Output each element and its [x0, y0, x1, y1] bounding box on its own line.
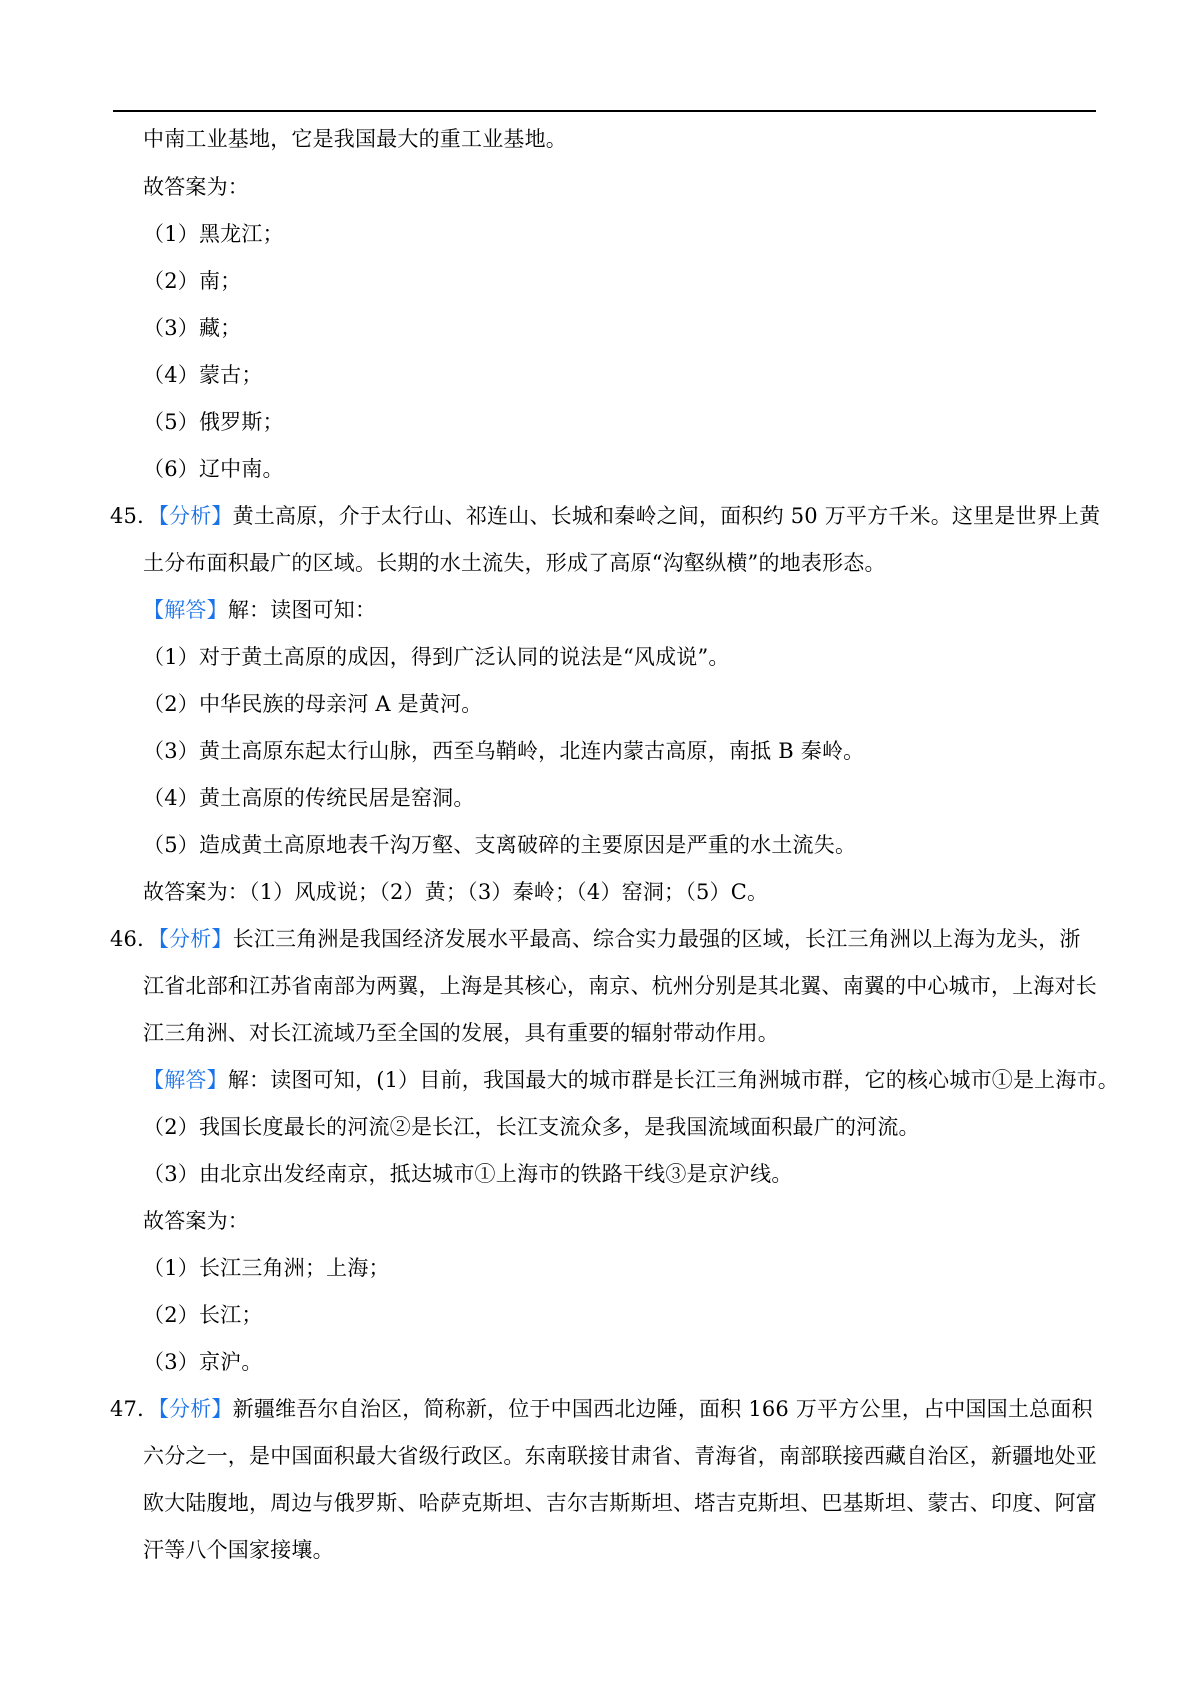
question-number: 46．: [110, 927, 159, 951]
analysis-tag: 【分析】: [158, 504, 233, 528]
analysis-tag: 【分析】: [158, 1397, 233, 1421]
analysis-text: 新疆维吾尔自治区，简称新，位于中国西北边陲，面积 166 万平方公里，占中国国土总面积: [232, 1397, 1093, 1421]
answer-item: （2）长江；: [143, 1303, 263, 1327]
header-rule: [113, 110, 1096, 112]
analysis-text: 汗等八个国家接壤。: [143, 1538, 334, 1562]
analysis-text: 土分布面积最广的区域。长期的水土流失，形成了高原“沟壑纵横”的地表形态。: [143, 551, 886, 575]
q45-answer-intro: [143, 595, 376, 625]
answer-label: 故答案为：: [143, 175, 249, 199]
final-answer: 故答案为：（1）风成说；（2）黄；（3）秦岭；（4）窑洞；（5）C。: [143, 880, 769, 904]
question-number: 45．: [110, 504, 159, 528]
answer-intro-text: 解：读图可知：: [227, 598, 377, 622]
answer-label: 故答案为：: [143, 1209, 249, 1233]
answer-point: （2）我国长度最长的河流②是长江，长江支流众多，是我国流域面积最广的河流。: [143, 1115, 920, 1139]
analysis-text: 六分之一，是中国面积最大省级行政区。东南联接甘肃省、青海省，南部联接西藏自治区，新疆地处亚: [143, 1444, 1097, 1468]
answer-item: （3）京沪。: [143, 1350, 263, 1374]
answer-item: （1）黑龙江；: [143, 222, 284, 246]
analysis-text: 长江三角洲是我国经济发展水平最高、综合实力最强的区域，长江三角洲以上海为龙头，浙: [232, 927, 1081, 951]
q45-analysis: [110, 501, 1100, 531]
analysis-text: 黄土高原，介于太行山、祁连山、长城和秦岭之间，面积约 50 万平方千米。这里是世界上黄: [232, 504, 1101, 528]
answer-point: （4）黄土高原的传统民居是窑洞。: [143, 786, 475, 810]
answer-item: （1）长江三角洲；上海；: [143, 1256, 390, 1280]
q47-analysis: [110, 1394, 1093, 1424]
q46-answer: [143, 1065, 1119, 1095]
answer-item: （4）蒙古；: [143, 363, 263, 387]
answer-tag: 【解答】: [143, 598, 228, 622]
answer-item: （5）俄罗斯；: [143, 410, 284, 434]
answer-item: （2）南；: [143, 269, 242, 293]
answer-point: （2）中华民族的母亲河 A 是黄河。: [143, 692, 483, 716]
answer-point: （5）造成黄土高原地表千沟万壑、支离破碎的主要原因是严重的水土流失。: [143, 833, 857, 857]
continued-text: 中南工业基地，它是我国最大的重工业基地。: [143, 127, 567, 151]
analysis-text: 江省北部和江苏省南部为两翼，上海是其核心，南京、杭州分别是其北翼、南翼的中心城市，上海对长: [143, 974, 1097, 998]
q46-analysis: [110, 924, 1081, 954]
answer-text: 解：读图可知，(1）目前，我国最大的城市群是长江三角洲城市群，它的核心城市①是上海市。: [227, 1068, 1119, 1092]
question-number: 47．: [110, 1397, 159, 1421]
analysis-text: 欧大陆腹地，周边与俄罗斯、哈萨克斯坦、吉尔吉斯斯坦、塔吉克斯坦、巴基斯坦、蒙古、印度、阿富: [143, 1491, 1097, 1515]
answer-item: （3）藏；: [143, 316, 242, 340]
answer-point: （3）黄土高原东起太行山脉，西至乌鞘岭，北连内蒙古高原，南抵 B 秦岭。: [143, 739, 865, 763]
analysis-text: 江三角洲、对长江流域乃至全国的发展，具有重要的辐射带动作用。: [143, 1021, 779, 1045]
analysis-tag: 【分析】: [158, 927, 233, 951]
answer-point: （3）由北京出发经南京，抵达城市①上海市的铁路干线③是京沪线。: [143, 1162, 793, 1186]
answer-tag: 【解答】: [143, 1068, 228, 1092]
answer-item: （6）辽中南。: [143, 457, 284, 481]
answer-point: （1）对于黄土高原的成因，得到广泛认同的说法是“风成说”。: [143, 645, 730, 669]
